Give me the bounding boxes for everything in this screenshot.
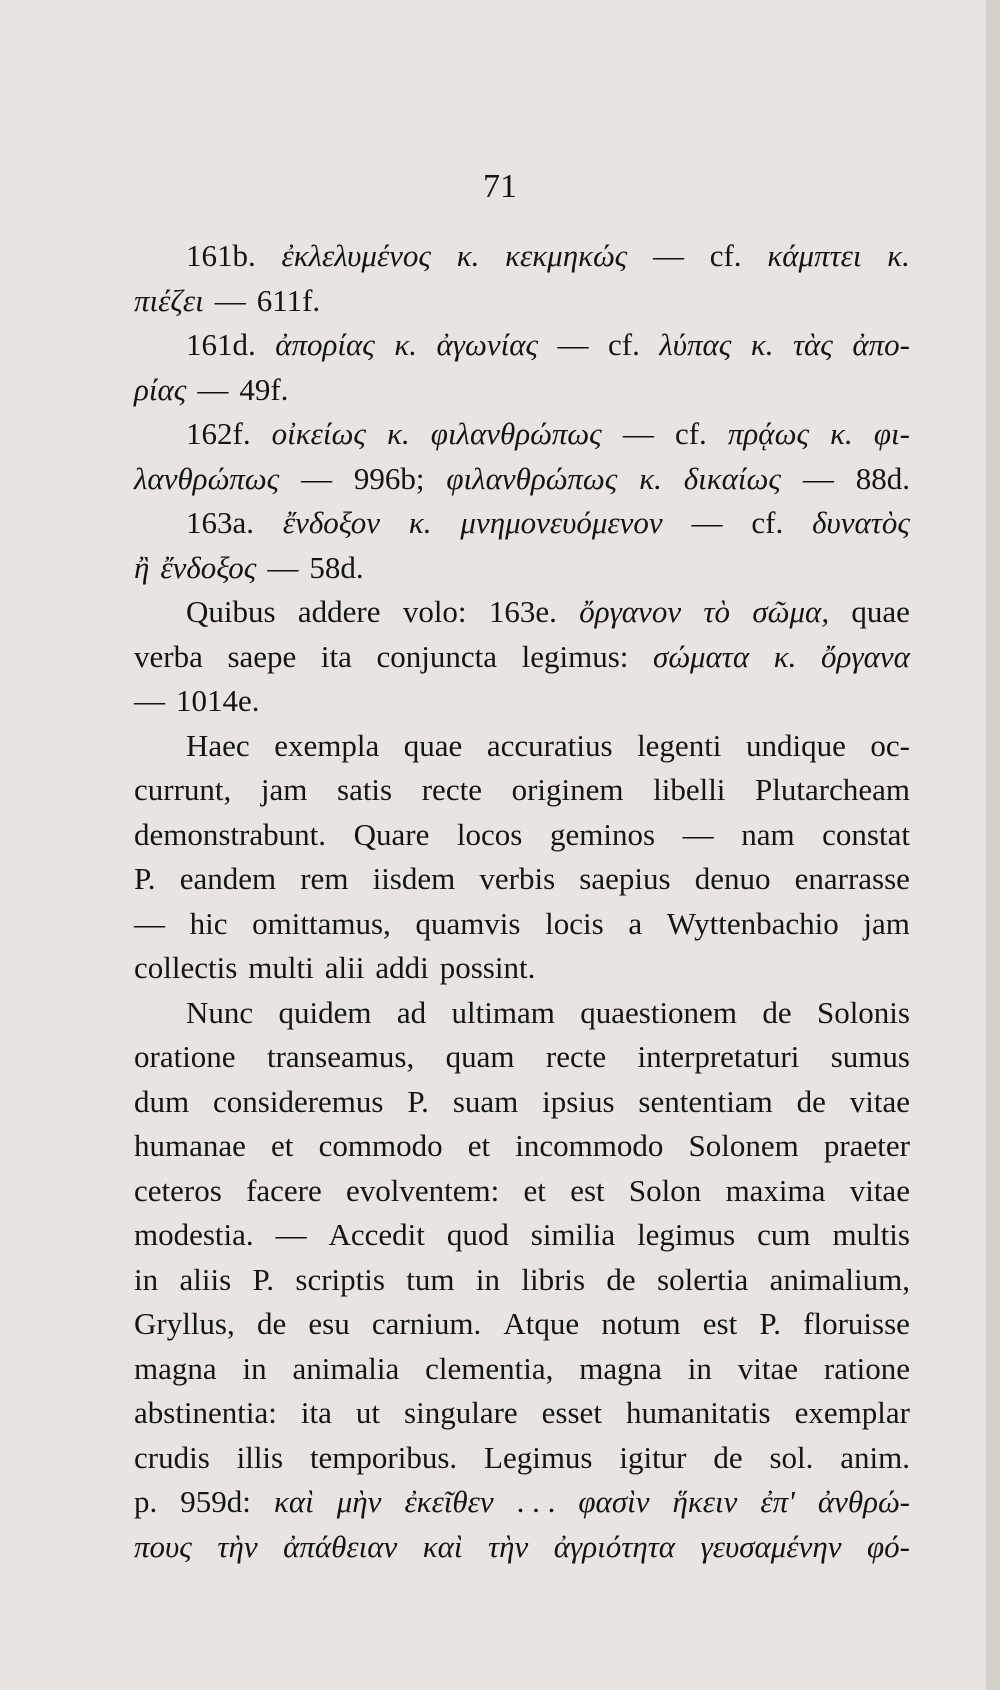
- greek-word: λανθρώπως: [134, 460, 280, 496]
- word: libelli: [653, 772, 726, 807]
- word: magna: [134, 1350, 217, 1386]
- word: abstinentia:: [134, 1395, 277, 1430]
- text-line: [134, 1347, 910, 1392]
- text-line: [134, 1436, 910, 1481]
- word: sol.: [769, 1439, 814, 1475]
- word: quaestionem: [580, 994, 737, 1030]
- greek-word: πιέζει: [134, 282, 204, 318]
- word: est: [702, 1306, 738, 1341]
- word: Atque: [503, 1306, 580, 1341]
- word: 163a.: [186, 505, 255, 540]
- word: denuo: [694, 861, 771, 896]
- text-line: [134, 1035, 910, 1080]
- page-edge: [986, 0, 1000, 1690]
- word: —: [301, 460, 333, 496]
- word: verbis: [479, 861, 556, 896]
- text-line: [134, 1124, 910, 1169]
- word: oc-: [870, 727, 910, 763]
- word: nam: [741, 816, 795, 852]
- word: 1014e.: [176, 683, 260, 718]
- word: —: [267, 549, 299, 585]
- word: Wyttenbachio: [666, 905, 839, 941]
- text-line: [134, 1169, 910, 1214]
- word: undique: [745, 727, 846, 763]
- word: collectis: [134, 950, 238, 985]
- word: exempla: [274, 727, 380, 763]
- word: humanitatis: [625, 1395, 771, 1430]
- word: in: [134, 1261, 159, 1297]
- greek-word: ἐπ': [760, 1484, 795, 1519]
- word: legenti: [637, 727, 722, 763]
- word: saepe: [227, 638, 297, 674]
- word: 996b;: [353, 460, 425, 496]
- word: crudis: [134, 1439, 210, 1475]
- text-line: [134, 1391, 910, 1436]
- word: animalium,: [769, 1261, 910, 1297]
- word: Quare: [353, 816, 430, 852]
- word: illis: [236, 1439, 284, 1475]
- word: de: [256, 1306, 287, 1341]
- word: vitae: [849, 1172, 910, 1208]
- word: addere: [297, 594, 381, 629]
- word: esset: [541, 1395, 602, 1430]
- greek-word: ἀπάθειαν: [283, 1528, 398, 1564]
- word: multis: [832, 1217, 910, 1252]
- word: alii: [324, 950, 365, 985]
- word: cum: [757, 1217, 811, 1252]
- word: —: [802, 460, 834, 496]
- greek-word: καὶ: [422, 1528, 463, 1564]
- greek-word: φιλανθρώπως: [446, 460, 618, 496]
- greek-word: φασὶν: [578, 1484, 650, 1519]
- word: —: [557, 327, 589, 362]
- word: notum: [601, 1306, 681, 1341]
- word: in: [687, 1350, 712, 1386]
- word: praeter: [823, 1128, 910, 1163]
- greek-word: ἔνδοξον: [282, 505, 381, 540]
- greek-word: τὰς: [792, 327, 833, 362]
- word: facere: [246, 1172, 322, 1208]
- greek-word: κάμπτει: [767, 238, 862, 273]
- word: recte: [421, 772, 482, 807]
- word: ita: [320, 638, 352, 674]
- word: animalia: [292, 1350, 400, 1386]
- word: constat: [822, 816, 910, 852]
- word: modestia.: [134, 1217, 254, 1252]
- greek-word: ὄργανα: [821, 638, 910, 674]
- word: anim.: [840, 1439, 910, 1475]
- word: quidem: [278, 994, 372, 1030]
- greek-word: ρίας: [134, 371, 187, 407]
- word: saepius: [579, 861, 671, 896]
- word: floruisse: [803, 1306, 910, 1341]
- word: quae: [851, 594, 910, 629]
- text-line: [134, 279, 910, 324]
- word: cf.: [751, 505, 784, 540]
- word: p.: [134, 1484, 158, 1519]
- word: cf.: [674, 416, 707, 451]
- word: jam: [863, 905, 910, 941]
- word: 959d:: [180, 1484, 251, 1519]
- word: 88d.: [855, 460, 910, 496]
- word: tum: [406, 1261, 455, 1297]
- greek-word: πους: [134, 1528, 192, 1564]
- greek-word: μὴν: [336, 1484, 382, 1519]
- text-line: [134, 813, 910, 858]
- word: 611f.: [256, 282, 321, 318]
- greek-word: λύπας: [659, 327, 732, 362]
- word: cf.: [608, 327, 640, 362]
- page-number: 71: [483, 168, 517, 205]
- greek-word: ἀγωνίας: [436, 327, 539, 362]
- word: legimus:: [521, 638, 629, 674]
- greek-word: ἀπο-: [852, 327, 910, 362]
- word: enarrasse: [794, 861, 910, 896]
- word: demonstrabunt.: [134, 816, 326, 852]
- word: in: [242, 1350, 267, 1386]
- word: maxima: [725, 1172, 826, 1208]
- word: Plutarcheam: [755, 772, 910, 807]
- body-text: [134, 234, 910, 1569]
- text-line: [134, 546, 910, 591]
- text-line: [134, 1213, 910, 1258]
- text-line: [134, 635, 910, 680]
- greek-word: τὴν: [488, 1528, 529, 1564]
- word: clementia,: [425, 1350, 554, 1386]
- text-line: [134, 457, 910, 502]
- text-line: [134, 1302, 910, 1347]
- greek-word: κ.: [887, 238, 910, 273]
- word: —: [214, 282, 246, 318]
- word: geminos: [549, 816, 656, 852]
- word: recte: [545, 1039, 607, 1074]
- word: humanae: [134, 1128, 246, 1163]
- word: legimus: [637, 1217, 736, 1252]
- word: iisdem: [372, 861, 456, 896]
- greek-word: κ.: [830, 416, 853, 451]
- greek-word: μνημονευόμενον: [460, 505, 663, 540]
- word: commodo: [318, 1128, 443, 1163]
- greek-word: πρᾴως: [727, 416, 810, 451]
- word: —: [652, 238, 684, 273]
- greek-word: κ.: [456, 238, 480, 273]
- word: —: [134, 905, 165, 941]
- text-line: [134, 1525, 910, 1570]
- greek-word: φι-: [873, 416, 910, 451]
- word: 161d.: [186, 327, 256, 362]
- word: singulare: [404, 1395, 518, 1430]
- word: suam: [452, 1083, 519, 1119]
- word: est: [570, 1172, 605, 1208]
- word: 58d.: [309, 549, 364, 585]
- greek-word: ἀνθρώ-: [817, 1484, 910, 1519]
- text-line: [134, 991, 910, 1036]
- word: sententiam: [638, 1083, 773, 1119]
- word: ultimam: [451, 994, 555, 1030]
- word: quam: [445, 1039, 515, 1074]
- word: interpretaturi: [637, 1039, 800, 1074]
- word: similia: [530, 1217, 616, 1252]
- text-line: [134, 768, 910, 813]
- word: et: [271, 1128, 294, 1163]
- word: conjuncta: [376, 638, 498, 674]
- greek-word: γευσαμένην: [700, 1528, 842, 1564]
- word: —: [197, 371, 229, 407]
- word: 161b.: [186, 238, 256, 273]
- word: de: [713, 1439, 743, 1475]
- text-line: [134, 1258, 910, 1303]
- text-line: [134, 590, 910, 635]
- word: 163e.: [488, 594, 557, 629]
- word: a: [628, 905, 643, 941]
- word: hic: [189, 905, 228, 941]
- word: locis: [545, 905, 604, 941]
- word: sumus: [830, 1039, 910, 1074]
- greek-word: φιλανθρώπως: [430, 416, 602, 451]
- text-line: [134, 724, 910, 769]
- word: de: [762, 994, 792, 1030]
- word: ceteros: [134, 1172, 222, 1208]
- greek-word: ἀπορίας: [275, 327, 375, 362]
- word: temporibus.: [309, 1439, 458, 1475]
- word: et: [523, 1172, 546, 1208]
- greek-word: φό-: [866, 1528, 910, 1564]
- word: verba: [134, 638, 203, 674]
- word: P.: [407, 1083, 429, 1119]
- greek-word: ἐκεῖθεν: [404, 1484, 494, 1519]
- word: carnium.: [371, 1306, 482, 1341]
- greek-word: τὴν: [217, 1528, 258, 1564]
- word: jam: [260, 772, 308, 807]
- word: solertia: [657, 1261, 749, 1297]
- word: 49f.: [239, 371, 289, 407]
- word: cf.: [709, 238, 742, 273]
- word: Nunc: [186, 994, 254, 1030]
- greek-word: κ.: [750, 327, 774, 362]
- word: esu: [308, 1306, 350, 1341]
- word: ita: [300, 1395, 332, 1430]
- word: satis: [337, 772, 393, 807]
- text-line: [134, 368, 910, 413]
- word: scriptis: [295, 1261, 385, 1297]
- word: libris: [521, 1261, 586, 1297]
- greek-word: κεκμηκώς: [505, 238, 628, 273]
- greek-word: ἔνδοξος: [160, 549, 257, 585]
- text-line: [134, 679, 910, 724]
- text-line: [134, 1480, 910, 1525]
- word: —: [682, 816, 714, 852]
- word: —: [622, 416, 654, 451]
- text-line: [134, 1080, 910, 1125]
- greek-word: κ.: [773, 638, 797, 674]
- word: transeamus,: [266, 1039, 415, 1074]
- word: eandem: [179, 861, 277, 896]
- word: exemplar: [794, 1395, 910, 1430]
- text-line: [134, 902, 910, 947]
- word: ratione: [823, 1350, 910, 1386]
- word: —: [134, 683, 165, 718]
- word: Solonis: [816, 994, 910, 1030]
- word: 162f.: [186, 416, 251, 451]
- word: P.: [759, 1306, 781, 1341]
- text-line: [134, 857, 910, 902]
- word: addi: [375, 950, 429, 985]
- word: quamvis: [415, 905, 521, 941]
- word: Gryllus,: [134, 1306, 235, 1341]
- word: Accedit: [328, 1217, 425, 1252]
- word: volo:: [402, 594, 467, 629]
- word: . . .: [516, 1484, 556, 1519]
- greek-word: σῶμα,: [752, 594, 830, 629]
- word: aliis: [179, 1261, 232, 1297]
- greek-word: ἐκλελυμένος: [281, 238, 431, 273]
- word: evolventem:: [346, 1172, 500, 1208]
- word: Solon: [628, 1172, 702, 1208]
- word: accuratius: [486, 727, 613, 763]
- word: consideremus: [213, 1083, 384, 1119]
- greek-word: κ.: [394, 327, 417, 362]
- greek-word: ἥκειν: [672, 1484, 738, 1519]
- word: vitae: [737, 1350, 799, 1386]
- word: Solonem: [688, 1128, 799, 1163]
- word: Legimus: [484, 1439, 593, 1475]
- word: P.: [134, 861, 156, 896]
- greek-word: οἰκείως: [271, 416, 366, 451]
- text-line: [134, 412, 910, 457]
- word: rem: [300, 861, 349, 896]
- word: et: [467, 1128, 491, 1163]
- word: possint.: [439, 950, 536, 985]
- word: de: [606, 1261, 636, 1297]
- greek-word: τὸ: [703, 594, 730, 629]
- word: Haec: [186, 727, 250, 763]
- word: ad: [396, 994, 427, 1030]
- word: Quibus: [186, 594, 276, 629]
- greek-word: καὶ: [273, 1484, 314, 1519]
- greek-word: σώματα: [653, 638, 750, 674]
- word: ut: [355, 1395, 381, 1430]
- text-line: [134, 501, 910, 546]
- greek-word: ἀγριότητα: [553, 1528, 676, 1564]
- word: P.: [252, 1261, 275, 1297]
- word: incommodo: [515, 1128, 664, 1163]
- word: igitur: [619, 1439, 687, 1475]
- word: ipsius: [542, 1083, 615, 1119]
- greek-word: ὄργανον: [579, 594, 682, 629]
- word: —: [691, 505, 723, 540]
- word: omittamus,: [252, 905, 391, 941]
- greek-word: κ.: [639, 460, 662, 496]
- word: locos: [456, 816, 523, 852]
- word: originem: [511, 772, 624, 807]
- word: —: [275, 1217, 307, 1252]
- text-line: [134, 323, 910, 368]
- greek-word: δικαίως: [683, 460, 781, 496]
- text-line: [134, 234, 910, 279]
- word: de: [796, 1083, 826, 1119]
- word: quod: [446, 1217, 509, 1252]
- greek-word: ἢ: [134, 549, 150, 585]
- greek-word: κ.: [387, 416, 410, 451]
- word: vitae: [849, 1083, 910, 1119]
- word: dum: [134, 1083, 190, 1119]
- word: magna: [579, 1350, 662, 1386]
- word: quae: [403, 727, 463, 763]
- text-line: [134, 946, 910, 991]
- greek-word: κ.: [408, 505, 432, 540]
- word: oratione: [134, 1039, 236, 1074]
- word: in: [475, 1261, 500, 1297]
- greek-word: δυνατὸς: [812, 505, 910, 540]
- word: multi: [248, 950, 314, 985]
- word: currunt,: [134, 772, 232, 807]
